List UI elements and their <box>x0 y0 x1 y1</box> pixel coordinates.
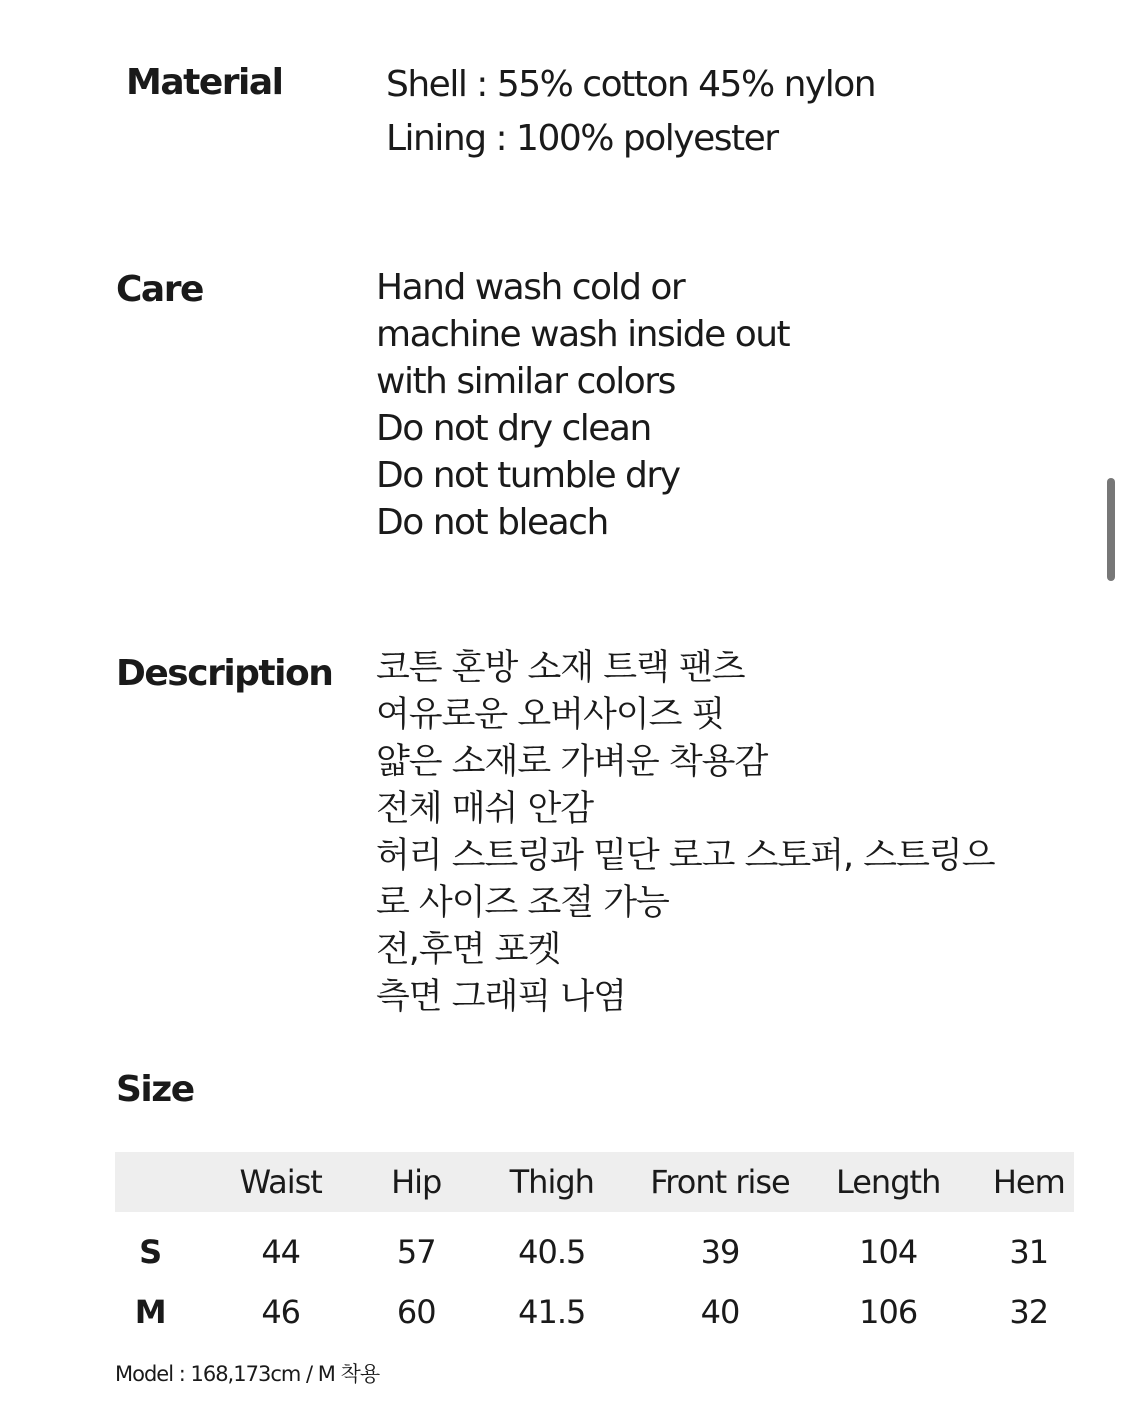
description-line: 로 사이즈 조절 가능 <box>376 883 669 923</box>
table-cell: 106 <box>859 1293 918 1331</box>
size-header-empty <box>115 1152 185 1212</box>
care-line: with similar colors <box>376 361 675 402</box>
care-line: Do not dry clean <box>376 408 651 449</box>
column-header: Front rise <box>647 1152 793 1212</box>
column-header: Waist <box>185 1152 376 1212</box>
size-name: M <box>134 1293 166 1331</box>
table-cell: 41.5 <box>518 1293 586 1331</box>
column-header: Hem <box>984 1152 1074 1212</box>
table-cell: 44 <box>261 1233 301 1271</box>
column-header: Length <box>793 1152 984 1212</box>
material-line: Lining : 100% polyester <box>386 118 778 159</box>
description-line: 여유로운 오버사이즈 핏 <box>376 695 725 735</box>
description-text <box>376 645 995 1021</box>
model-note: Model : 168,173cm / M 착용 <box>115 1362 380 1386</box>
table-cell: 60 <box>396 1293 436 1331</box>
care-label: Care <box>116 269 203 310</box>
table-cell: 40.5 <box>518 1233 586 1271</box>
description-line: 전체 매쉬 안감 <box>376 789 594 829</box>
description-line: 코튼 혼방 소재 트랙 팬츠 <box>376 648 745 688</box>
description-label: Description <box>116 653 333 694</box>
table-cell: 57 <box>396 1233 436 1271</box>
table-cell: 40 <box>700 1293 740 1331</box>
care-line: machine wash inside out <box>376 314 790 355</box>
table-row <box>115 1282 1074 1342</box>
table-row <box>115 1212 1074 1282</box>
care-text <box>376 264 789 546</box>
material-line: Shell : 55% cotton 45% nylon <box>386 64 876 105</box>
table-cell: 32 <box>1009 1293 1049 1331</box>
size-table-header <box>115 1152 1074 1212</box>
table-cell: 31 <box>1009 1233 1049 1271</box>
material-label: Material <box>126 62 283 103</box>
care-line: Do not bleach <box>376 502 608 543</box>
care-line: Do not tumble dry <box>376 455 680 496</box>
scrollbar-thumb[interactable] <box>1107 478 1115 581</box>
size-label: Size <box>116 1069 194 1110</box>
column-header: Thigh <box>456 1152 647 1212</box>
column-header: Hip <box>376 1152 456 1212</box>
description-line: 측면 그래픽 나염 <box>376 977 626 1017</box>
table-cell: 46 <box>261 1293 301 1331</box>
description-line: 얇은 소재로 가벼운 착용감 <box>376 742 768 782</box>
table-cell: 104 <box>859 1233 918 1271</box>
care-line: Hand wash cold or <box>376 267 685 308</box>
description-line: 전,후면 포켓 <box>376 930 561 970</box>
description-line: 허리 스트링과 밑단 로고 스토퍼, 스트링으 <box>376 836 995 876</box>
material-text <box>386 58 875 166</box>
table-cell: 39 <box>700 1233 740 1271</box>
size-name: S <box>139 1233 162 1271</box>
size-table <box>115 1152 1074 1342</box>
